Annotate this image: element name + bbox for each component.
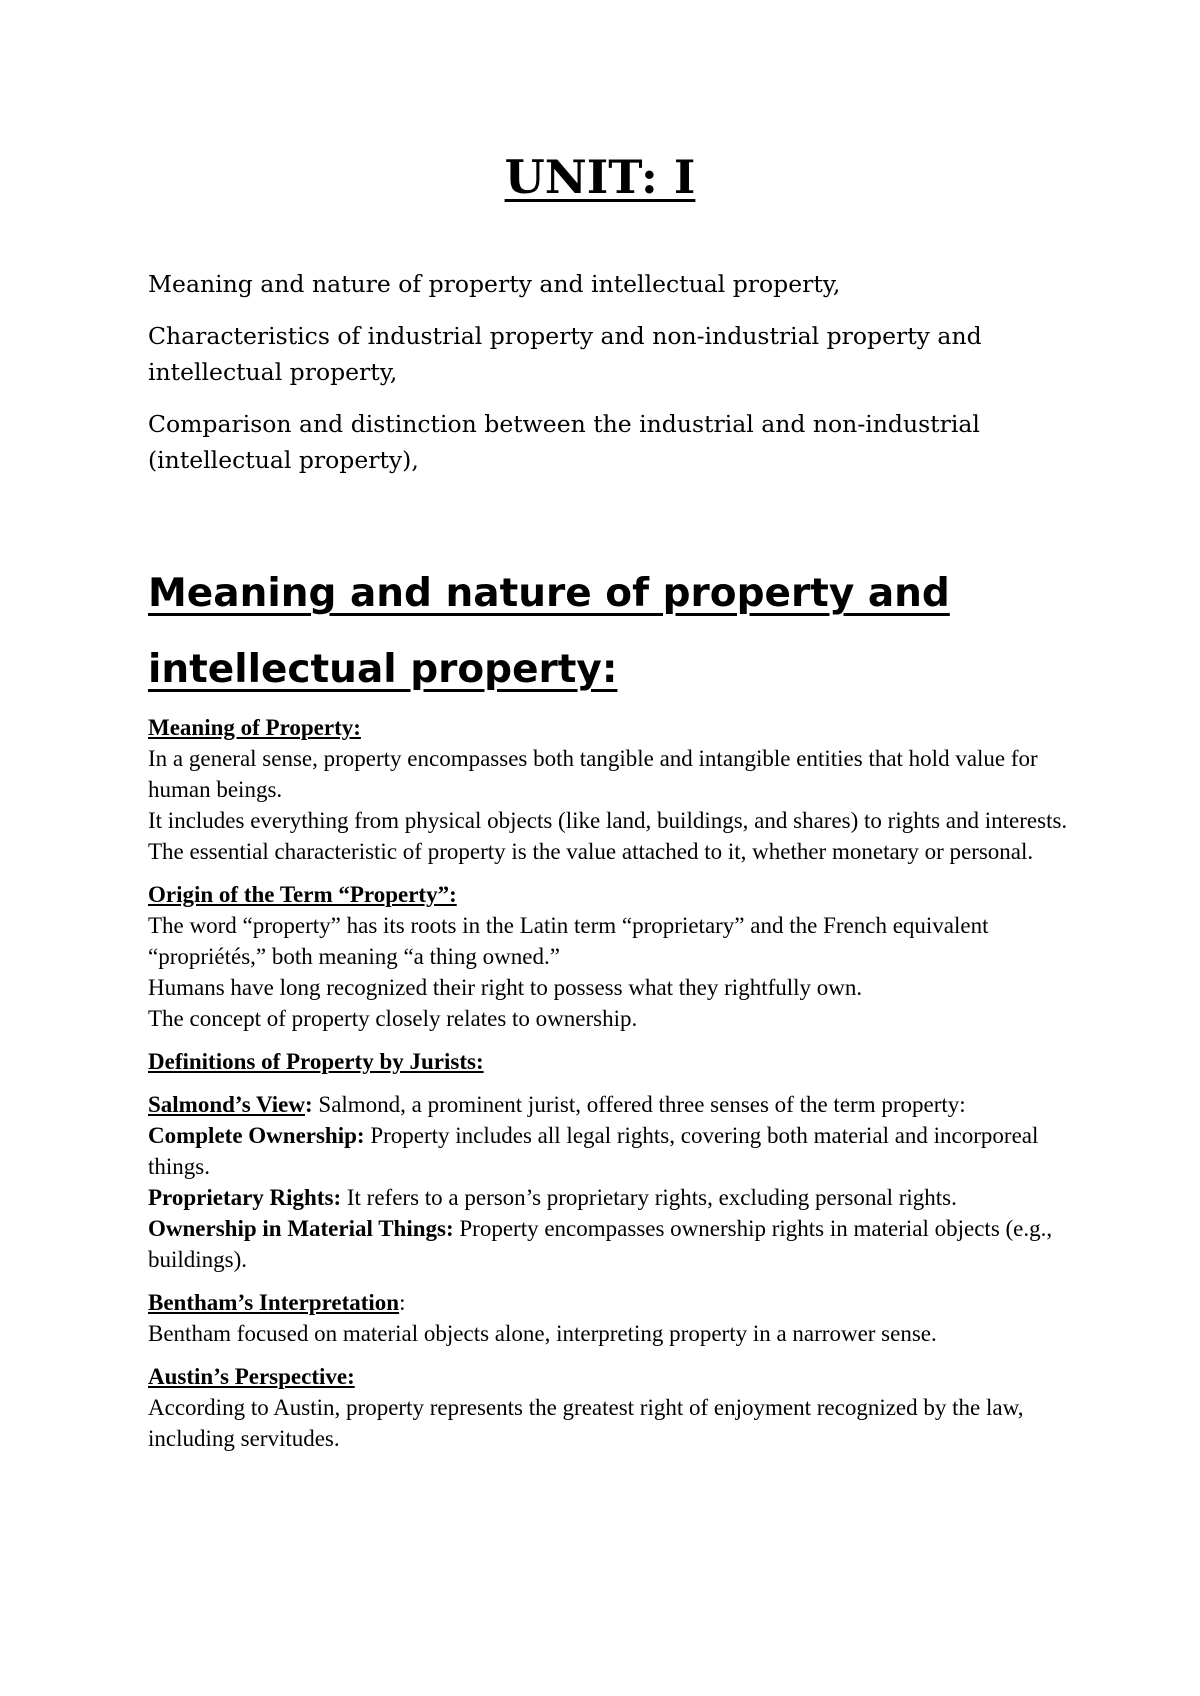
origin-line: The concept of property closely relates to ownership.: [148, 1006, 638, 1031]
salmond-item-label: Proprietary Rights:: [148, 1185, 342, 1210]
page-title: UNIT: I: [504, 150, 696, 204]
intro-item: Characteristics of industrial property and non-industrial property and intellectual property,: [148, 322, 982, 386]
bentham-label: Bentham’s Interpretation: [148, 1290, 400, 1315]
intro-list: [148, 266, 1078, 494]
salmond-colon: :: [304, 1092, 313, 1117]
intro-item: Meaning and nature of property and intellectual property,: [148, 270, 841, 298]
section-heading-line: Meaning and nature of property and: [148, 571, 950, 616]
origin-heading: Origin of the Term “Property”:: [148, 882, 457, 907]
austin-section: [148, 1361, 1078, 1454]
salmond-item: [148, 1120, 1078, 1182]
meaning-section: [148, 712, 1078, 867]
salmond-item-label: Ownership in Material Things:: [148, 1216, 454, 1241]
salmond-text: Salmond, a prominent jurist, offered three senses of the term property:: [312, 1092, 966, 1117]
salmond-item: [148, 1213, 1078, 1275]
salmond-item-text: Property encompasses ownership rights in material objects (e.g., buildings).: [148, 1216, 1053, 1272]
bentham-text: Bentham focused on material objects alone, interpreting property in a narrower sense.: [148, 1321, 937, 1346]
bentham-heading: [148, 1287, 1078, 1318]
origin-section: [148, 879, 1078, 1034]
salmond-intro: [148, 1089, 1078, 1120]
section-heading-line: intellectual property:: [148, 647, 618, 692]
origin-line: Humans have long recognized their right to possess what they rightfully own.: [148, 975, 863, 1000]
austin-text: According to Austin, property represents the greatest right of enjoyment recognized by the law, including servitudes.: [148, 1395, 1024, 1451]
meaning-line: In a general sense, property encompasses both tangible and intangible entities that hold value for human beings.: [148, 746, 1038, 802]
definitions-heading: Definitions of Property by Jurists:: [148, 1049, 484, 1074]
salmond-item-label: Complete Ownership:: [148, 1123, 365, 1148]
austin-heading: Austin’s Perspective:: [148, 1364, 355, 1389]
bentham-colon: :: [399, 1290, 406, 1315]
section-heading: [148, 556, 1148, 708]
meaning-line: The essential characteristic of property is the value attached to it, whether monetary or personal.: [148, 839, 1034, 864]
origin-line: The word “property” has its roots in the Latin term “proprietary” and the French equivalent “propriétés,” both meaning “a thing owned.”: [148, 913, 989, 969]
meaning-heading: Meaning of Property:: [148, 715, 361, 740]
salmond-section: [148, 1089, 1078, 1275]
definitions-section: [148, 1046, 1078, 1077]
salmond-label: Salmond’s View: [148, 1092, 305, 1117]
intro-item: Comparison and distinction between the industrial and non-industrial (intellectual property),: [148, 410, 980, 474]
meaning-line: It includes everything from physical objects (like land, buildings, and shares) to rights and interests.: [148, 808, 1068, 833]
document-body: [148, 712, 1078, 1466]
salmond-item: [148, 1182, 1078, 1213]
bentham-section: [148, 1287, 1078, 1349]
salmond-item-text: It refers to a person’s proprietary rights, excluding personal rights.: [341, 1185, 957, 1210]
salmond-item-text: Property includes all legal rights, covering both material and incorporeal things.: [148, 1123, 1039, 1179]
